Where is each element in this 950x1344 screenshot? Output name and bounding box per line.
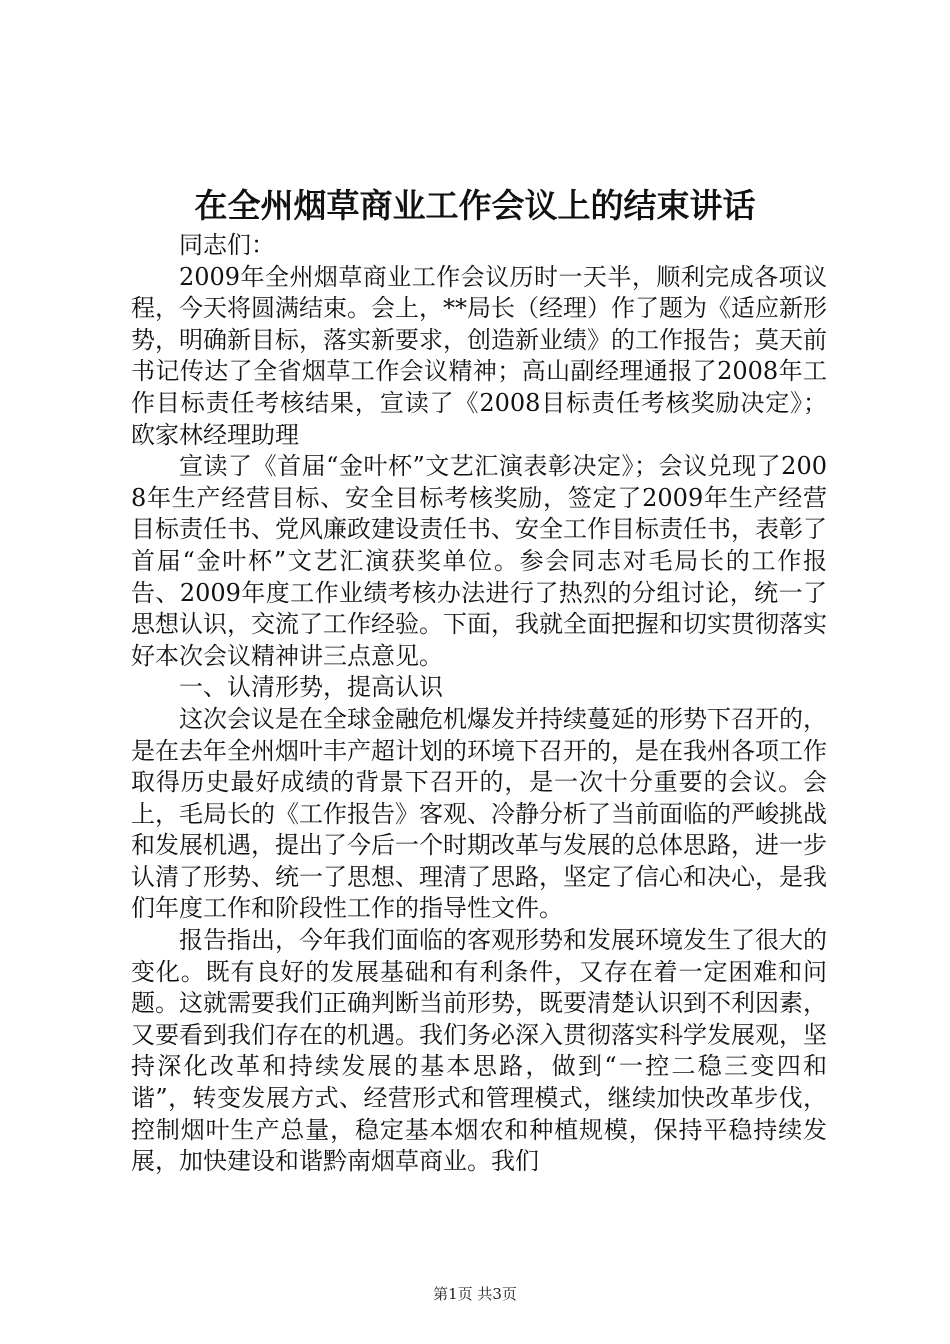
paragraph: 2009年全州烟草商业工作会议历时一天半，顺利完成各项议程，今天将圆满结束。会上，**局长（经理）作了题为《适应新形势，明确新目标，落实新要求，创造新业绩》的工作报告；莫天前书记传达了全省烟草工作会议精神；高山副经理通报了2008年工作目标责任考核结果，宣读了《2008目标责任考核奖励决定》；欧家林经理助理 — [131, 262, 827, 449]
section-heading: 一、认清形势，提高认识 — [179, 673, 443, 702]
paragraph: 这次会议是在全球金融危机爆发并持续蔓延的形势下召开的，是在去年全州烟叶丰产超计划的环境下召开的，是在我州各项工作取得历史最好成绩的背景下召开的，是一次十分重要的会议。会上，毛局长的《工作报告》客观、冷静分析了当前面临的严峻挑战和发展机遇，提出了今后一个时期改革与发展的总体思路，进一步认清了形势、统一了思想、理清了思路，坚定了信心和决心，是我们年度工作和阶段性工作的指导性文件。 — [131, 704, 827, 923]
document-title: 在全州烟草商业工作会议上的结束讲话 — [194, 186, 756, 225]
paragraph: 报告指出，今年我们面临的客观形势和发展环境发生了很大的变化。既有良好的发展基础和有利条件，又存在着一定困难和问题。这就需要我们正确判断当前形势，既要清楚认识到不利因素，又要看到我们存在的机遇。我们务必深入贯彻落实科学发展观，坚持深化改革和持续发展的基本思路，做到“一控二稳三变四和谐”，转变发展方式、经营形式和管理模式，继续加快改革步伐，控制烟叶生产总量，稳定基本烟农和种植规模，保持平稳持续发展，加快建设和谐黔南烟草商业。我们 — [131, 926, 827, 1176]
paragraph: 宣读了《首届“金叶杯”文艺汇演表彰决定》；会议兑现了2008年生产经营目标、安全目标考核奖励，签定了2009年生产经营目标责任书、党风廉政建设责任书、安全工作目标责任书，表彰了首届“金叶杯”文艺汇演获奖单位。参会同志对毛局长的工作报告、2009年度工作业绩考核办法进行了热烈的分组讨论，统一了思想认识，交流了工作经验。下面，我就全面把握和切实贯彻落实好本次会议精神讲三点意见。 — [131, 452, 827, 670]
salutation: 同志们： — [179, 231, 275, 259]
page-number-footer: 第1页 共3页 — [433, 1285, 517, 1303]
document-body — [131, 230, 827, 1178]
